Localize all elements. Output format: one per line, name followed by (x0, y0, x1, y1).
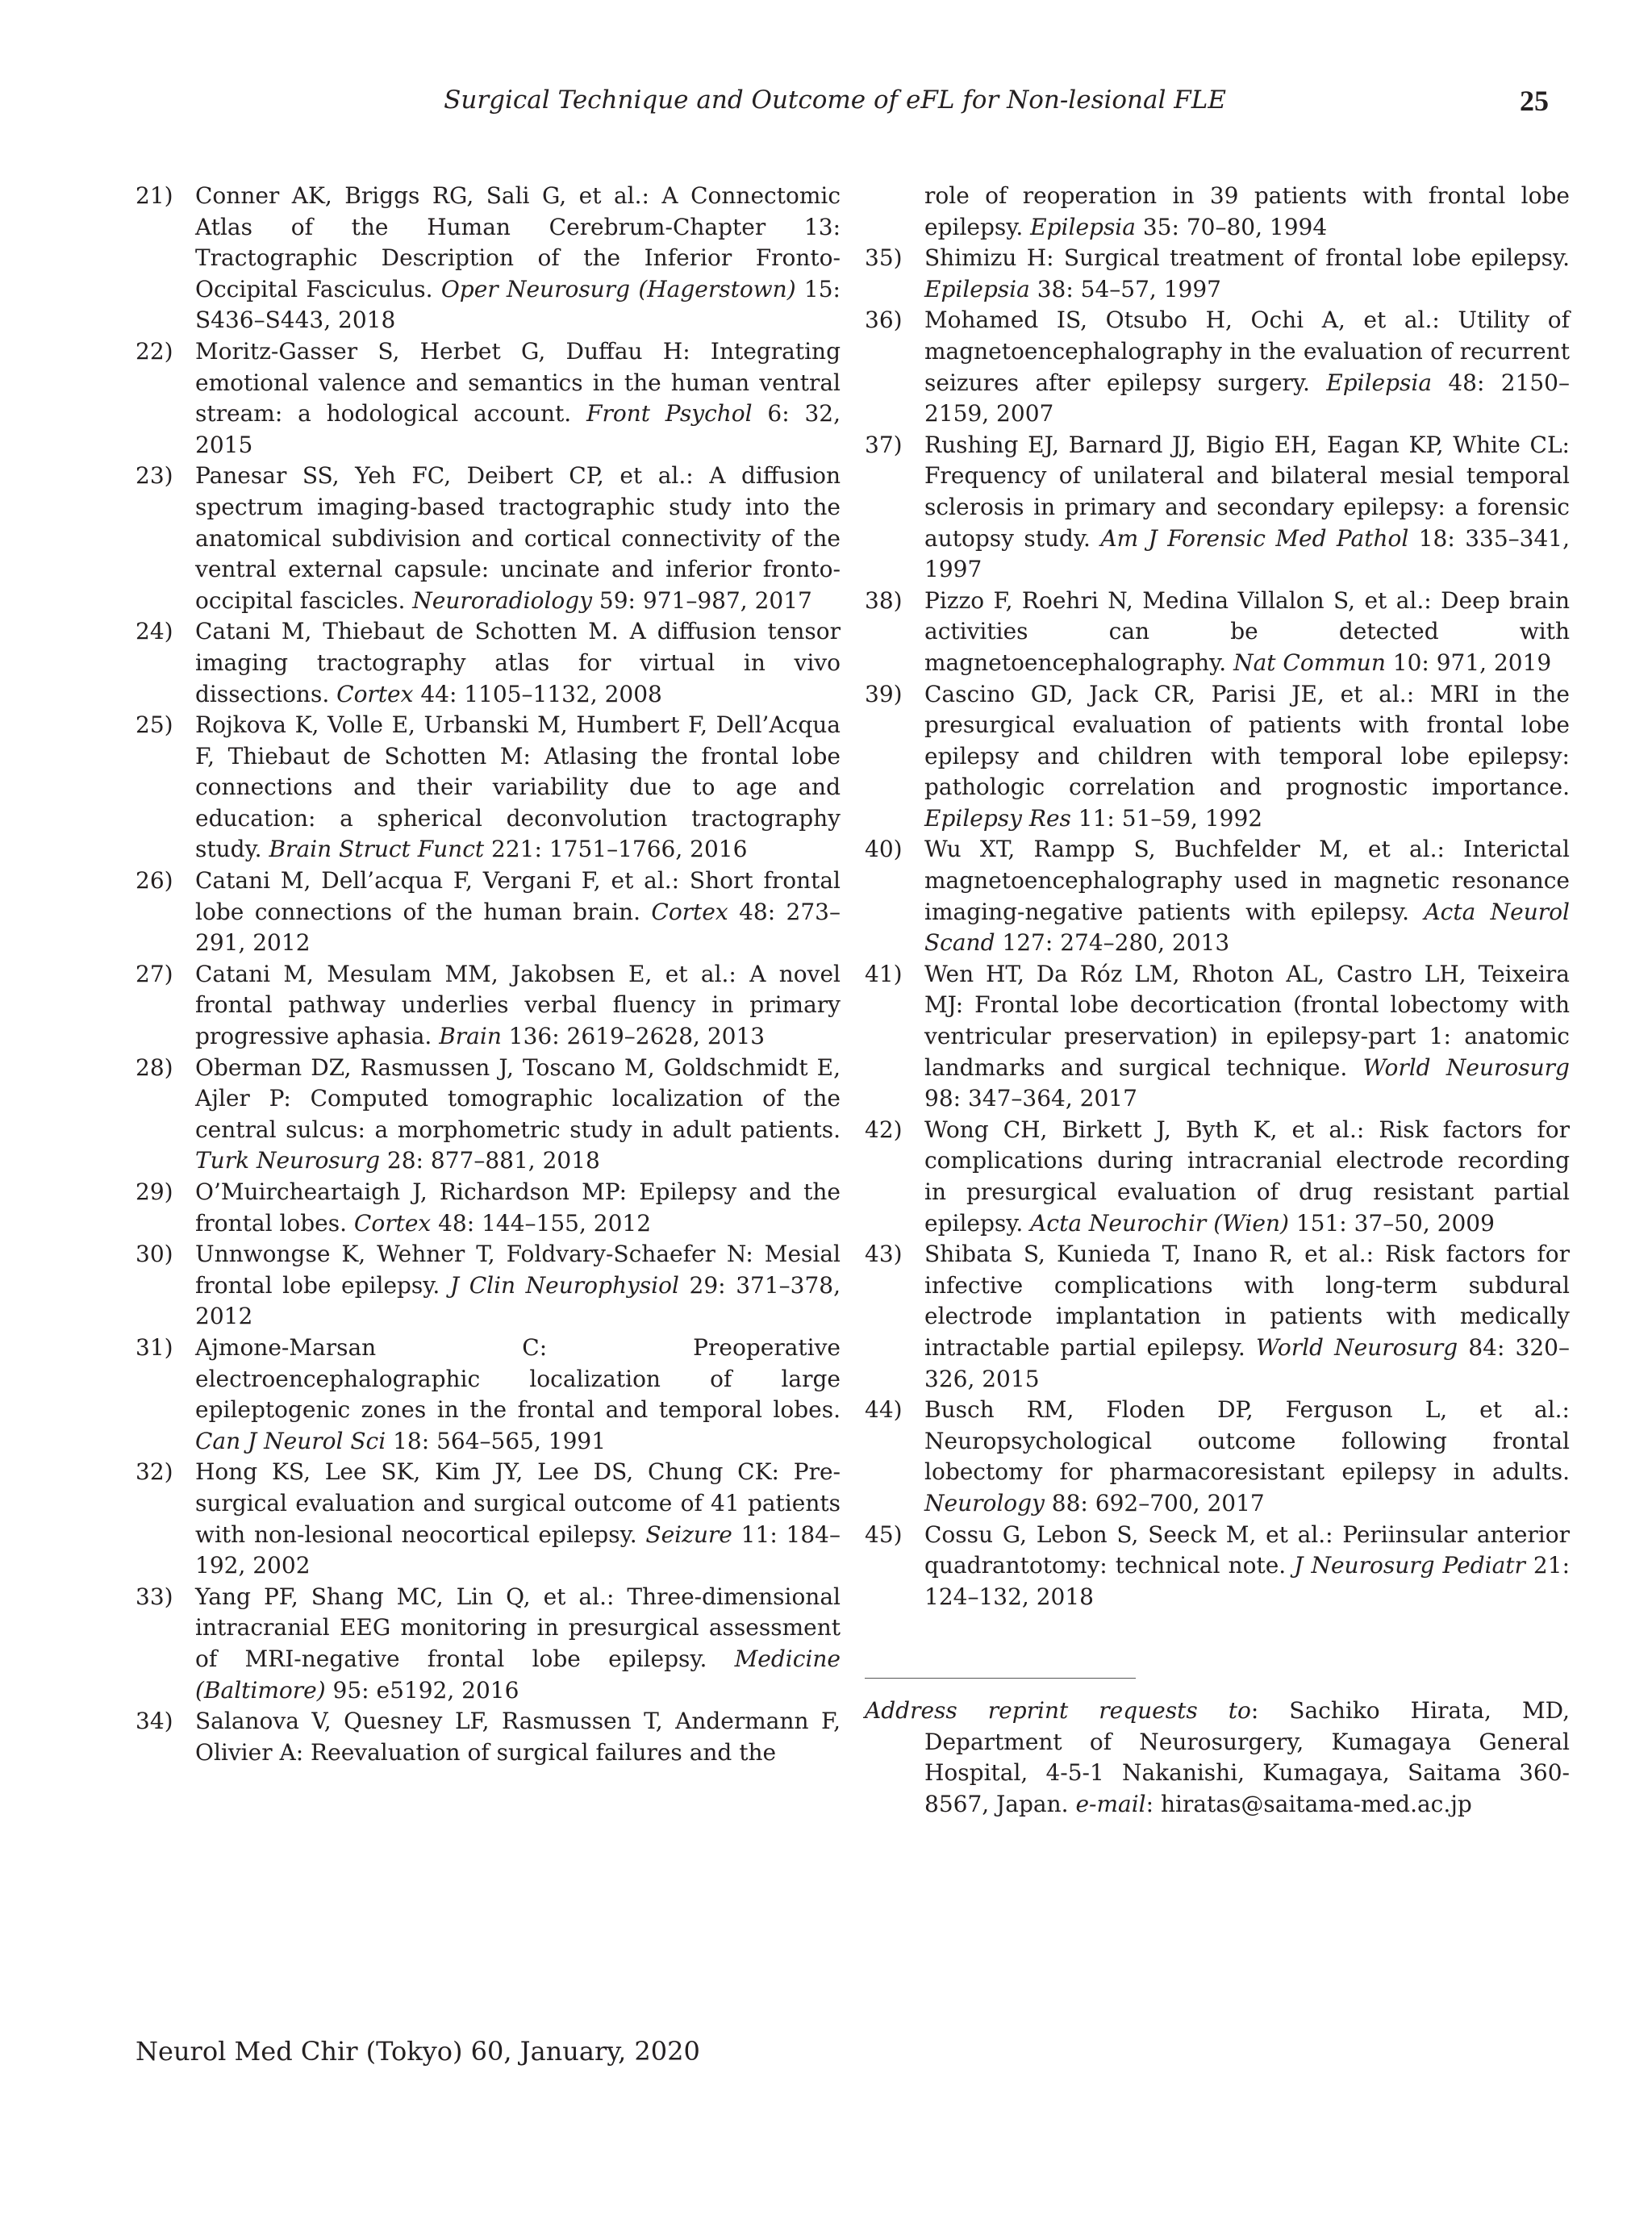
reference-number: 22) (136, 337, 173, 365)
reference-text: Wong CH, Birkett J, Byth K, et al.: Risk factors for complications during intracranial electrode recording in presurgical evaluation of drug resistant partial epilepsy. (924, 1116, 1570, 1237)
reference-item (136, 1457, 841, 1581)
address-label: Address reprint requests to (865, 1697, 1251, 1724)
reference-number: 39) (865, 680, 903, 707)
reference-text: Catani M, Thiebaut de Schotten M. A diffusion tensor imaging tractography atlas for virtual in vivo dissections. (195, 618, 841, 707)
reference-volume: 38: 54–57, 1997 (1029, 275, 1221, 302)
reference-number: 42) (865, 1116, 903, 1143)
reference-text: Mohamed IS, Otsubo H, Ochi A, et al.: Utility of magnetoencephalography in the evaluation of recurrent seizures after epilepsy surgery. (924, 307, 1570, 396)
references-right-column (865, 181, 1570, 1612)
reference-number: 25) (136, 711, 173, 739)
reference-number: 27) (136, 960, 173, 987)
reference-number: 43) (865, 1241, 903, 1268)
reference-journal: Cortex (651, 898, 728, 925)
reference-volume: 35: 70–80, 1994 (1135, 213, 1328, 240)
reference-item (136, 181, 841, 336)
reference-text: Pizzo F, Roehri N, Medina Villalon S, et al.: Deep brain activities can be detected with magnetoencephalography. (924, 586, 1570, 676)
reference-item (136, 1239, 841, 1333)
reference-journal: J Neurosurg Pediatr (1294, 1552, 1525, 1579)
reference-volume: 44: 1105–1132, 2008 (413, 680, 662, 707)
reference-journal: Oper Neurosurg (Hagerstown) (440, 275, 796, 302)
reference-text: Salanova V, Quesney LF, Rasmussen T, Andermann F, Olivier A: Reevaluation of surgical failures and the (195, 1708, 841, 1766)
reference-text: Shibata S, Kunieda T, Inano R, et al.: Risk factors for infective complications with long-term subdural electrode implantation in patients with medically intractable partial epilepsy. (924, 1241, 1570, 1361)
reference-volume: 127: 274–280, 2013 (995, 929, 1230, 957)
reference-item (136, 1582, 841, 1706)
email-label: e-mail (1075, 1790, 1146, 1817)
reprint-address: Address reprint requests to: Sachiko Hirata, MD, Department of Neurosurgery, Kumagaya General Hospital, 4-5-1 Nakanishi, Kumagaya, Saitama 360-8567, Japan. e-mail: hiratas@saitama-med.ac.jp (865, 1697, 1570, 1817)
reference-journal: Acta Neurol Scand (924, 898, 1570, 957)
reference-item (136, 336, 841, 461)
reference-item (136, 1053, 841, 1177)
reference-item (136, 1177, 841, 1239)
reference-text: Cossu G, Lebon S, Seeck M, et al.: Periinsular anterior quadrantotomy: technical note. (924, 1520, 1570, 1579)
reference-journal: Neuroradiology (412, 586, 593, 614)
reference-text: Cascino GD, Jack CR, Parisi JE, et al.: MRI in the presurgical evaluation of patients with frontal lobe epilepsy and children with temporal lobe epilepsy: pathologic correlation and prognostic importance. (924, 680, 1570, 801)
journal-footer: Neurol Med Chir (Tokyo) 60, January, 2020 (136, 2036, 700, 2067)
reference-volume: 29: 371–378, 2012 (195, 1271, 841, 1330)
references-left-column (136, 181, 841, 1768)
reference-journal: J Clin Neurophysiol (449, 1271, 679, 1299)
reference-volume: 48: 2150–2159, 2007 (924, 369, 1571, 428)
reference-volume: 18: 335–341, 1997 (924, 524, 1570, 583)
footnote-rule (865, 1678, 1136, 1679)
reference-text: Oberman DZ, Rasmussen J, Toscano M, Goldschmidt E, Ajler P: Computed tomographic localization of the central sulcus: a morphometric study in adult patients. (195, 1053, 841, 1143)
reference-journal: World Neurosurg (1255, 1333, 1458, 1361)
reference-item (865, 959, 1570, 1115)
reference-number: 30) (136, 1241, 173, 1268)
reference-item (865, 430, 1570, 586)
reference-34-continuation (865, 181, 1570, 243)
reference-journal: Brain (439, 1023, 502, 1050)
running-title: Surgical Technique and Outcome of eFL for Non-lesional FLE (444, 86, 1226, 115)
reference-volume: 98: 347–364, 2017 (924, 1085, 1137, 1112)
reference-volume: 151: 37–50, 2009 (1288, 1209, 1495, 1237)
reference-number: 37) (865, 431, 903, 458)
reference-journal: Nat Commun (1233, 649, 1386, 676)
reference-journal: Can J Neurol Sci (195, 1427, 386, 1454)
reference-volume: 11: 184–192, 2002 (195, 1520, 841, 1579)
reference-volume: 11: 51–59, 1992 (1070, 804, 1263, 832)
reference-text: Shimizu H: Surgical treatment of frontal lobe epilepsy. (924, 244, 1570, 272)
reference-number: 45) (865, 1520, 903, 1548)
reference-text: role of reoperation in 39 patients with frontal lobe epilepsy. (924, 182, 1570, 240)
reference-text: Yang PF, Shang MC, Lin Q, et al.: Three-dimensional intracranial EEG monitoring in presurgical assessment of MRI-negative frontal lobe epilepsy. (195, 1583, 841, 1672)
reference-item (865, 834, 1570, 958)
reference-volume: 10: 971, 2019 (1385, 649, 1552, 676)
reference-item (865, 586, 1570, 679)
reference-item (865, 679, 1570, 835)
reference-text: Wen HT, Da Róz LM, Rhoton AL, Castro LH, Teixeira MJ: Frontal lobe decortication (frontal lobectomy with ventricular preservation) in epilepsy-part 1: anatomic landmarks and surgical technique. (924, 960, 1570, 1081)
reference-item (865, 1239, 1570, 1395)
reference-journal: Cortex (353, 1209, 432, 1237)
reference-journal: Am J Forensic Med Pathol (1100, 524, 1409, 552)
reference-journal: Turk Neurosurg (195, 1147, 381, 1174)
email-address: hiratas@saitama-med.ac.jp (1160, 1790, 1472, 1817)
reference-number: 41) (865, 960, 903, 987)
reference-item (865, 1520, 1570, 1613)
reference-text: Rushing EJ, Barnard JJ, Bigio EH, Eagan KP, White CL: Frequency of unilateral and bilateral mesial temporal sclerosis in primary and secondary epilepsy: a forensic autopsy study. (924, 431, 1570, 552)
reference-number: 32) (136, 1458, 173, 1486)
reference-text: Catani M, Mesulam MM, Jakobsen E, et al.: A novel frontal pathway underlies verbal fluency in primary progressive aphasia. (195, 960, 841, 1050)
reference-journal: Epilepsia (1030, 213, 1136, 240)
reference-number: 35) (865, 244, 903, 272)
reference-journal: Front Psychol (586, 400, 753, 428)
reference-volume: 136: 2619–2628, 2013 (501, 1023, 766, 1050)
reference-item (865, 1115, 1570, 1239)
reference-volume: 84: 320–326, 2015 (924, 1333, 1570, 1392)
reference-text: Moritz-Gasser S, Herbet G, Duffau H: Integrating emotional valence and semantics in the human ventral stream: a hodological account. (195, 337, 841, 428)
reference-number: 40) (865, 836, 903, 863)
reference-number: 31) (136, 1333, 173, 1361)
reference-volume: 18: 564–565, 1991 (386, 1427, 607, 1454)
reference-text: Panesar SS, Yeh FC, Deibert CP, et al.: A diffusion spectrum imaging-based tractographic study into the anatomical subdivision and cortical connectivity of the ventral external capsule: uncinate and inferior fronto-occipital fascicles. (195, 462, 841, 614)
reference-item (136, 1706, 841, 1768)
reference-text: Catani M, Dell’acqua F, Vergani F, et al.: Short frontal lobe connections of the human brain. (195, 867, 841, 925)
reference-item (136, 710, 841, 866)
reference-number: 28) (136, 1053, 173, 1081)
reference-journal: Epilepsy Res (924, 804, 1071, 832)
reference-item (136, 1333, 841, 1457)
reference-text: Rojkova K, Volle E, Urbanski M, Humbert F, Dell’Acqua F, Thiebaut de Schotten M: Atlasing the frontal lobe connections and their variability due to age and education: a spherical deconvolution tractography study. (195, 711, 841, 863)
reference-item (865, 305, 1570, 429)
page-number: 25 (1520, 85, 1549, 117)
reference-number: 21) (136, 182, 173, 209)
reference-journal: Cortex (336, 680, 414, 707)
reference-item (136, 959, 841, 1053)
reference-number: 23) (136, 462, 173, 490)
references-right-list (865, 243, 1570, 1612)
reference-volume: 28: 877–881, 2018 (380, 1147, 600, 1174)
reference-volume: 15: S436–S443, 2018 (195, 275, 841, 334)
reference-item (136, 616, 841, 710)
reference-number: 38) (865, 586, 903, 614)
reference-number: 29) (136, 1178, 173, 1205)
reference-journal: Acta Neurochir (Wien) (1030, 1209, 1289, 1237)
reference-journal: Medicine (Baltimore) (195, 1645, 841, 1704)
reference-volume: 21: 124–132, 2018 (924, 1552, 1570, 1610)
reference-journal: World Neurosurg (1362, 1053, 1570, 1081)
reference-volume: 59: 971–987, 2017 (592, 586, 812, 614)
reference-volume: 221: 1751–1766, 2016 (484, 836, 748, 863)
reference-volume: 6: 32, 2015 (195, 400, 841, 458)
reference-volume: 48: 273–291, 2012 (195, 898, 841, 957)
reference-journal: Brain Struct Funct (269, 836, 485, 863)
reference-volume: 88: 692–700, 2017 (1044, 1489, 1265, 1516)
reference-text: O’Muircheartaigh J, Richardson MP: Epilepsy and the frontal lobes. (195, 1178, 841, 1237)
address-body: Sachiko Hirata, MD, Department of Neurosurgery, Kumagaya General Hospital, 4-5-1 Nakanishi, Kumagaya, Saitama 360-8567, Japan. (924, 1697, 1570, 1817)
reference-journal: Epilepsia (1326, 369, 1433, 396)
reference-journal: Epilepsia (924, 275, 1030, 302)
reference-number: 33) (136, 1583, 173, 1610)
reference-text: Unnwongse K, Wehner T, Foldvary-Schaefer N: Mesial frontal lobe epilepsy. (195, 1241, 841, 1299)
reference-item (136, 461, 841, 616)
reference-text: Ajmone-Marsan C: Preoperative electroencephalographic localization of large epileptogenic zones in the frontal and temporal lobes. (195, 1333, 841, 1424)
reference-number: 24) (136, 618, 173, 645)
reference-text: Busch RM, Floden DP, Ferguson L, et al.: Neuropsychological outcome following frontal lobectomy for pharmacoresistant epilepsy in adults. (924, 1396, 1570, 1486)
reference-journal: Seizure (645, 1520, 732, 1548)
reference-journal: Neurology (924, 1489, 1045, 1516)
reference-text: Hong KS, Lee SK, Kim JY, Lee DS, Chung CK: Pre-surgical evaluation and surgical outcome of 41 patients with non-lesional neocortical epilepsy. (195, 1458, 841, 1548)
reference-number: 36) (865, 307, 903, 334)
reference-item (865, 243, 1570, 305)
reference-volume: 95: e5192, 2016 (325, 1676, 519, 1704)
reference-text: Wu XT, Rampp S, Buchfelder M, et al.: Interictal magnetoencephalography used in magnetic resonance imaging-negative patients with epilepsy. (924, 836, 1570, 925)
reference-number: 26) (136, 867, 173, 895)
reference-number: 44) (865, 1396, 903, 1424)
reference-number: 34) (136, 1708, 173, 1735)
reference-text: Conner AK, Briggs RG, Sali G, et al.: A Connectomic Atlas of the Human Cerebrum-Chapter 13: Tractographic Description of the Inferior Fronto-Occipital Fasciculus. (195, 182, 841, 302)
reference-item (865, 1395, 1570, 1519)
reference-item (136, 866, 841, 959)
reference-volume: 48: 144–155, 2012 (431, 1209, 652, 1237)
